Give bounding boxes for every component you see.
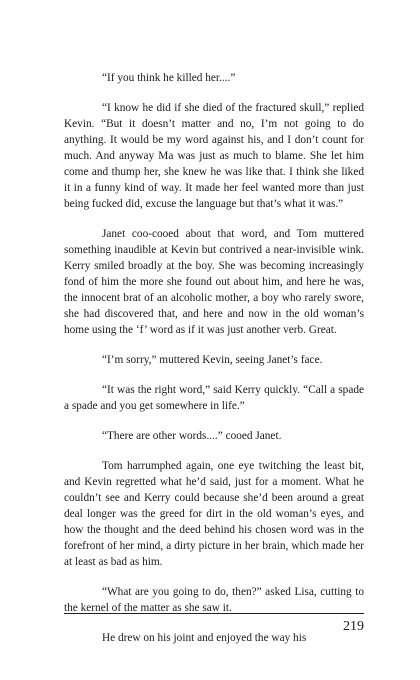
- paragraph: “There are other words....” cooed Janet.: [102, 430, 282, 442]
- paragraph: “What are you going to do, then?” asked Lisa, cutting to the kernel of the matter as she saw it.: [64, 586, 364, 614]
- footer-rule: [64, 613, 364, 614]
- paragraph: “I’m sorry,” muttered Kevin, seeing Janet’s face.: [102, 354, 323, 366]
- paragraph: “It was the right word,” said Kerry quickly. “Call a spade a spade and you get somewhere in life.”: [64, 384, 364, 412]
- paragraph: Tom harrumphed again, one eye twitching the least bit, and Kevin regretted what he’d said, just for a moment. What he couldn’t see and Kerry could because she’d been around a great deal longer was the greed for dirt in the old woman’s eyes, and how the thought and the deed behind his chosen word was in the forefront of her mind, a dirty picture in her brain, which made her at least as bad as him.: [64, 460, 364, 568]
- page-number: 219: [343, 619, 364, 634]
- paragraph: “If you think he killed her....”: [102, 72, 236, 84]
- paragraph: He drew on his joint and enjoyed the way his: [102, 632, 307, 644]
- body-text: [64, 70, 364, 646]
- paragraph: “I know he did if she died of the fractured skull,” replied Kevin. “But it doesn’t matter and no, I’m not going to do anything. It would be my word against his, and I don’t count for much. And anyway Ma was just as much to blame. She let him come and thump her, she knew he was like that. I think she liked it in a funny kind of way. It made her feel wanted more than just being fucked did, excuse the language but that’s what it was.”: [64, 102, 364, 210]
- paragraph: Janet coo-cooed about that word, and Tom muttered something inaudible at Kevin but contrived a near-invisible wink. Kerry smiled broadly at the boy. She was becoming increasingly fond of him the more she found out about him, and here he was, the innocent brat of an alcoholic mother, a boy who rarely swore, she had discovered that, and here and now in the old woman’s home using the ‘f’ word as if it was just another verb. Great.: [64, 228, 364, 336]
